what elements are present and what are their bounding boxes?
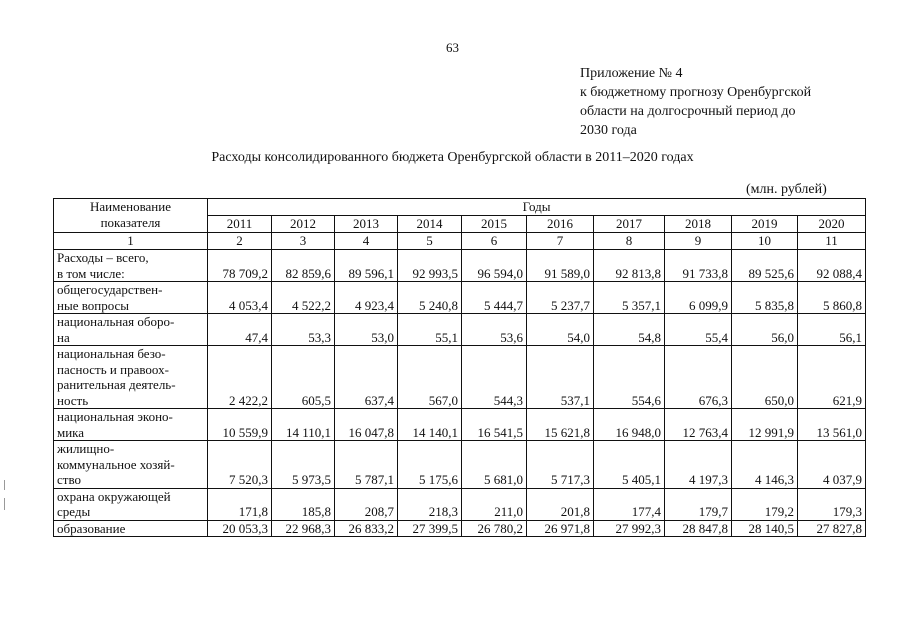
page-number: 63 <box>446 40 459 55</box>
value-cell: 650,0 <box>732 346 798 409</box>
year-header: 2018 <box>665 216 732 233</box>
value-cell: 211,0 <box>462 488 527 520</box>
value-cell: 5 835,8 <box>732 282 798 314</box>
column-number: 2 <box>208 233 272 250</box>
value-cell: 28 847,8 <box>665 520 732 537</box>
appendix-line: к бюджетному прогнозу Оренбургской <box>580 85 812 100</box>
column-number: 7 <box>527 233 594 250</box>
value-cell: 91 733,8 <box>665 250 732 282</box>
row-label: охрана окружающей среды <box>54 488 208 520</box>
value-cell: 15 621,8 <box>527 409 594 441</box>
year-header: 2012 <box>272 216 335 233</box>
value-cell: 14 110,1 <box>272 409 335 441</box>
value-cell: 47,4 <box>208 314 272 346</box>
value-cell: 621,9 <box>798 346 866 409</box>
value-cell: 4 053,4 <box>208 282 272 314</box>
row-label: Расходы – всего, в том числе: <box>54 250 208 282</box>
value-cell: 6 099,9 <box>665 282 732 314</box>
value-cell: 53,6 <box>462 314 527 346</box>
budget-table <box>53 198 866 537</box>
value-cell: 13 561,0 <box>798 409 866 441</box>
value-cell: 26 971,8 <box>527 520 594 537</box>
value-cell: 567,0 <box>398 346 462 409</box>
value-cell: 12 763,4 <box>665 409 732 441</box>
value-cell: 537,1 <box>527 346 594 409</box>
name-column-header: Наименование показателя <box>54 199 208 233</box>
value-cell: 5 860,8 <box>798 282 866 314</box>
table-row <box>54 282 866 314</box>
value-cell: 16 047,8 <box>335 409 398 441</box>
value-cell: 12 991,9 <box>732 409 798 441</box>
value-cell: 89 525,6 <box>732 250 798 282</box>
value-cell: 27 827,8 <box>798 520 866 537</box>
value-cell: 5 444,7 <box>462 282 527 314</box>
column-number: 11 <box>798 233 866 250</box>
value-cell: 201,8 <box>527 488 594 520</box>
column-number: 9 <box>665 233 732 250</box>
value-cell: 16 948,0 <box>594 409 665 441</box>
value-cell: 26 780,2 <box>462 520 527 537</box>
value-cell: 89 596,1 <box>335 250 398 282</box>
value-cell: 4 146,3 <box>732 441 798 489</box>
value-cell: 14 140,1 <box>398 409 462 441</box>
value-cell: 16 541,5 <box>462 409 527 441</box>
document-title: Расходы консолидированного бюджета Оренбургской области в 2011–2020 годах <box>211 150 694 165</box>
value-cell: 92 088,4 <box>798 250 866 282</box>
value-cell: 54,8 <box>594 314 665 346</box>
value-cell: 10 559,9 <box>208 409 272 441</box>
table-row <box>54 409 866 441</box>
value-cell: 544,3 <box>462 346 527 409</box>
row-label: национальная безо- пасность и правоох- ранительная деятель- ность <box>54 346 208 409</box>
value-cell: 179,7 <box>665 488 732 520</box>
appendix-line: области на долгосрочный период до <box>580 104 796 119</box>
table-row <box>54 488 866 520</box>
value-cell: 82 859,6 <box>272 250 335 282</box>
year-header: 2015 <box>462 216 527 233</box>
value-cell: 179,2 <box>732 488 798 520</box>
value-cell: 5 357,1 <box>594 282 665 314</box>
value-cell: 5 717,3 <box>527 441 594 489</box>
value-cell: 56,1 <box>798 314 866 346</box>
value-cell: 92 813,8 <box>594 250 665 282</box>
column-number: 10 <box>732 233 798 250</box>
scan-margin-mark <box>4 498 5 510</box>
row-label: общегосударствен- ные вопросы <box>54 282 208 314</box>
value-cell: 179,3 <box>798 488 866 520</box>
years-header: Годы <box>208 199 866 216</box>
value-cell: 218,3 <box>398 488 462 520</box>
value-cell: 4 522,2 <box>272 282 335 314</box>
value-cell: 2 422,2 <box>208 346 272 409</box>
value-cell: 92 993,5 <box>398 250 462 282</box>
value-cell: 27 992,3 <box>594 520 665 537</box>
value-cell: 637,4 <box>335 346 398 409</box>
table-row <box>54 346 866 409</box>
table-row <box>54 520 866 537</box>
value-cell: 22 968,3 <box>272 520 335 537</box>
year-header: 2019 <box>732 216 798 233</box>
value-cell: 5 787,1 <box>335 441 398 489</box>
table-row <box>54 441 866 489</box>
row-label: образование <box>54 520 208 537</box>
column-number: 3 <box>272 233 335 250</box>
value-cell: 78 709,2 <box>208 250 272 282</box>
column-number: 8 <box>594 233 665 250</box>
column-number: 6 <box>462 233 527 250</box>
value-cell: 676,3 <box>665 346 732 409</box>
value-cell: 208,7 <box>335 488 398 520</box>
value-cell: 7 520,3 <box>208 441 272 489</box>
value-cell: 91 589,0 <box>527 250 594 282</box>
year-header: 2014 <box>398 216 462 233</box>
value-cell: 55,4 <box>665 314 732 346</box>
row-label: жилищно- коммунальное хозяй- ство <box>54 441 208 489</box>
units-label: (млн. рублей) <box>746 182 827 197</box>
value-cell: 27 399,5 <box>398 520 462 537</box>
appendix-note <box>580 64 880 140</box>
value-cell: 5 973,5 <box>272 441 335 489</box>
scan-margin-mark <box>4 480 5 490</box>
value-cell: 28 140,5 <box>732 520 798 537</box>
year-header: 2013 <box>335 216 398 233</box>
value-cell: 5 681,0 <box>462 441 527 489</box>
value-cell: 55,1 <box>398 314 462 346</box>
column-number: 5 <box>398 233 462 250</box>
year-header: 2020 <box>798 216 866 233</box>
year-header: 2017 <box>594 216 665 233</box>
year-header: 2011 <box>208 216 272 233</box>
value-cell: 20 053,3 <box>208 520 272 537</box>
value-cell: 177,4 <box>594 488 665 520</box>
value-cell: 605,5 <box>272 346 335 409</box>
value-cell: 5 240,8 <box>398 282 462 314</box>
appendix-line: 2030 года <box>580 123 637 138</box>
year-header: 2016 <box>527 216 594 233</box>
value-cell: 171,8 <box>208 488 272 520</box>
column-number: 1 <box>54 233 208 250</box>
value-cell: 26 833,2 <box>335 520 398 537</box>
value-cell: 96 594,0 <box>462 250 527 282</box>
column-number: 4 <box>335 233 398 250</box>
value-cell: 4 197,3 <box>665 441 732 489</box>
value-cell: 185,8 <box>272 488 335 520</box>
value-cell: 5 175,6 <box>398 441 462 489</box>
value-cell: 53,0 <box>335 314 398 346</box>
value-cell: 5 237,7 <box>527 282 594 314</box>
row-label: национальная эконо- мика <box>54 409 208 441</box>
value-cell: 56,0 <box>732 314 798 346</box>
value-cell: 53,3 <box>272 314 335 346</box>
value-cell: 4 037,9 <box>798 441 866 489</box>
value-cell: 54,0 <box>527 314 594 346</box>
appendix-line: Приложение № 4 <box>580 66 683 81</box>
value-cell: 5 405,1 <box>594 441 665 489</box>
value-cell: 4 923,4 <box>335 282 398 314</box>
row-label: национальная оборо- на <box>54 314 208 346</box>
table-row <box>54 250 866 282</box>
table-row <box>54 314 866 346</box>
value-cell: 554,6 <box>594 346 665 409</box>
